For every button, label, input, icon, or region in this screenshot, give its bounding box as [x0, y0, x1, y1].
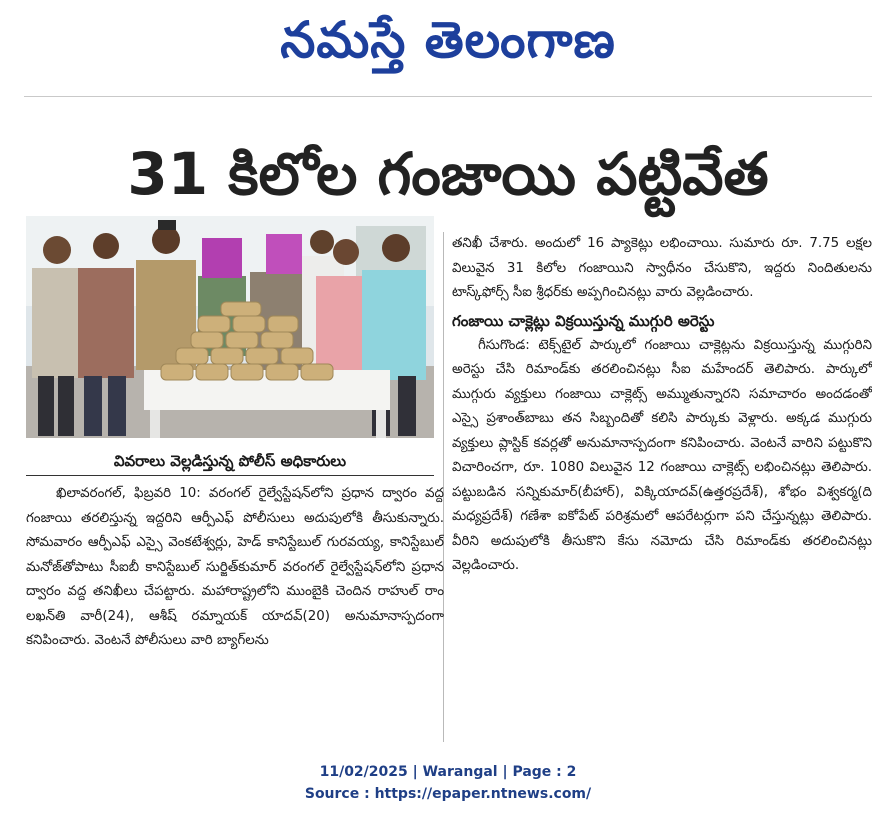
article-paragraph: తనిఖీ చేశారు. అందులో 16 ప్యాకెట్లు లభించాయి. సుమారు రూ. 7.75 లక్షల విలువైన 31 కిలోల గంజాయిని స్వాధీనం చేసుకొని, ఇద్దరు నిందితులను టాస్క్‌ఫోర్స్ సీఐ శ్రీధర్‌కు అప్పగించినట్లు వారు వెల్లడించారు. [452, 236, 872, 300]
masthead-divider [24, 96, 872, 97]
article-paragraph: ఖిలావరంగల్, ఫిబ్రవరి 10: వరంగల్ రైల్వేస్టేషన్‌లోని ప్రధాన ద్వారం వద్ద గంజాయి తరలిస్తున్న ఇద్దరిని ఆర్పీఎఫ్ పోలీసులు అదుపులోకి తీసుకున్నారు. సోమవారం ఆర్పీఎఫ్ ఎస్సై వెంకటేశ్వర్లు, హెడ్ కానిస్టేబుల్ గురవయ్య, కానిస్టేబుల్ మనోజ్‌తోపాటు సీఐబీ కానిస్టేబుల్ సుర్జిత్‌కుమార్ వరంగల్ రైల్వేస్టేషన్‌లోని ప్రధాన ద్వారం వద్ద తనిఖీలు చేపట్టారు. మహారాష్ట్రలోని ముంబైకి చెందిన రాహుల్ రాం లఖన్‌తి వారీ(24), ఆశీష్ రమ్నాయక్ యాదవ్(20) అనుమానాస్పదంగా కనిపించారు. వెంటనే పోలీసులు వారి బ్యాగ్‌లను [26, 486, 444, 648]
article-subheading: గంజాయి చాక్లెట్లు విక్రయిస్తున్న ముగ్గురి అరెస్టు [452, 311, 715, 330]
news-photo [26, 216, 434, 438]
article-right-column [452, 232, 872, 752]
headline: 31 కిలోల గంజాయి పట్టివేత [127, 140, 769, 208]
masthead-logo: నమస్తే తెలంగాణ [280, 11, 616, 69]
article-paragraph: గీసుగొండ: టెక్స్‌టైల్ పార్కులో గంజాయి చాక్లెట్లను విక్రయిస్తున్న ముగ్గురిని అరెస్టు చేసి రిమాండ్‌కు తరలించినట్లు సీఐ మహేందర్ తెలిపారు. పార్కులో ముగ్గురు వ్యక్తులు గంజాయి చాక్లెట్స్ అమ్ముతున్నారని సమాచారం అందడంతో ఎస్సై ప్రశాంత్‌బాబు తన సిబ్బందితో కలిసి పార్కుకు వెళ్లారు. అక్కడ ముగ్గురు వ్యక్తులు ప్లాస్టిక్ కవర్లతో అనుమానాస్పదంగా కనిపించారు. వెంటనే వారిని పట్టుకొని విచారించగా, రూ. 1080 విలువైన 12 గంజాయి చాక్లెట్స్ లభించినట్లు తెలిపారు. పట్టుబడిన సన్నికుమార్(బీహార్), విక్కియాదవ్(ఉత్తరప్రదేశ్), శోభం విశ్వకర్మ(ది మధ్యప్రదేశ్) గణేశా ఐకోపేట్ పరిశ్రమలో ఆపరేటర్లుగా పని చేస్తున్నట్లు తెలిపారు. వీరిని అదుపులోకి తీసుకొని కేసు నమోదు చేసి రిమాండ్‌కు తరలించినట్లు వెల్లడించారు. [452, 337, 872, 573]
article-left-column [26, 482, 444, 750]
footer-edition-info: 11/02/2025 | Warangal | Page : 2 [319, 764, 577, 780]
photo-caption: వివరాలు వెల్లడిస్తున్న పోలీస్ అధికారులు [26, 447, 434, 476]
footer-source: Source : https://epaper.ntnews.com/ [304, 786, 592, 802]
